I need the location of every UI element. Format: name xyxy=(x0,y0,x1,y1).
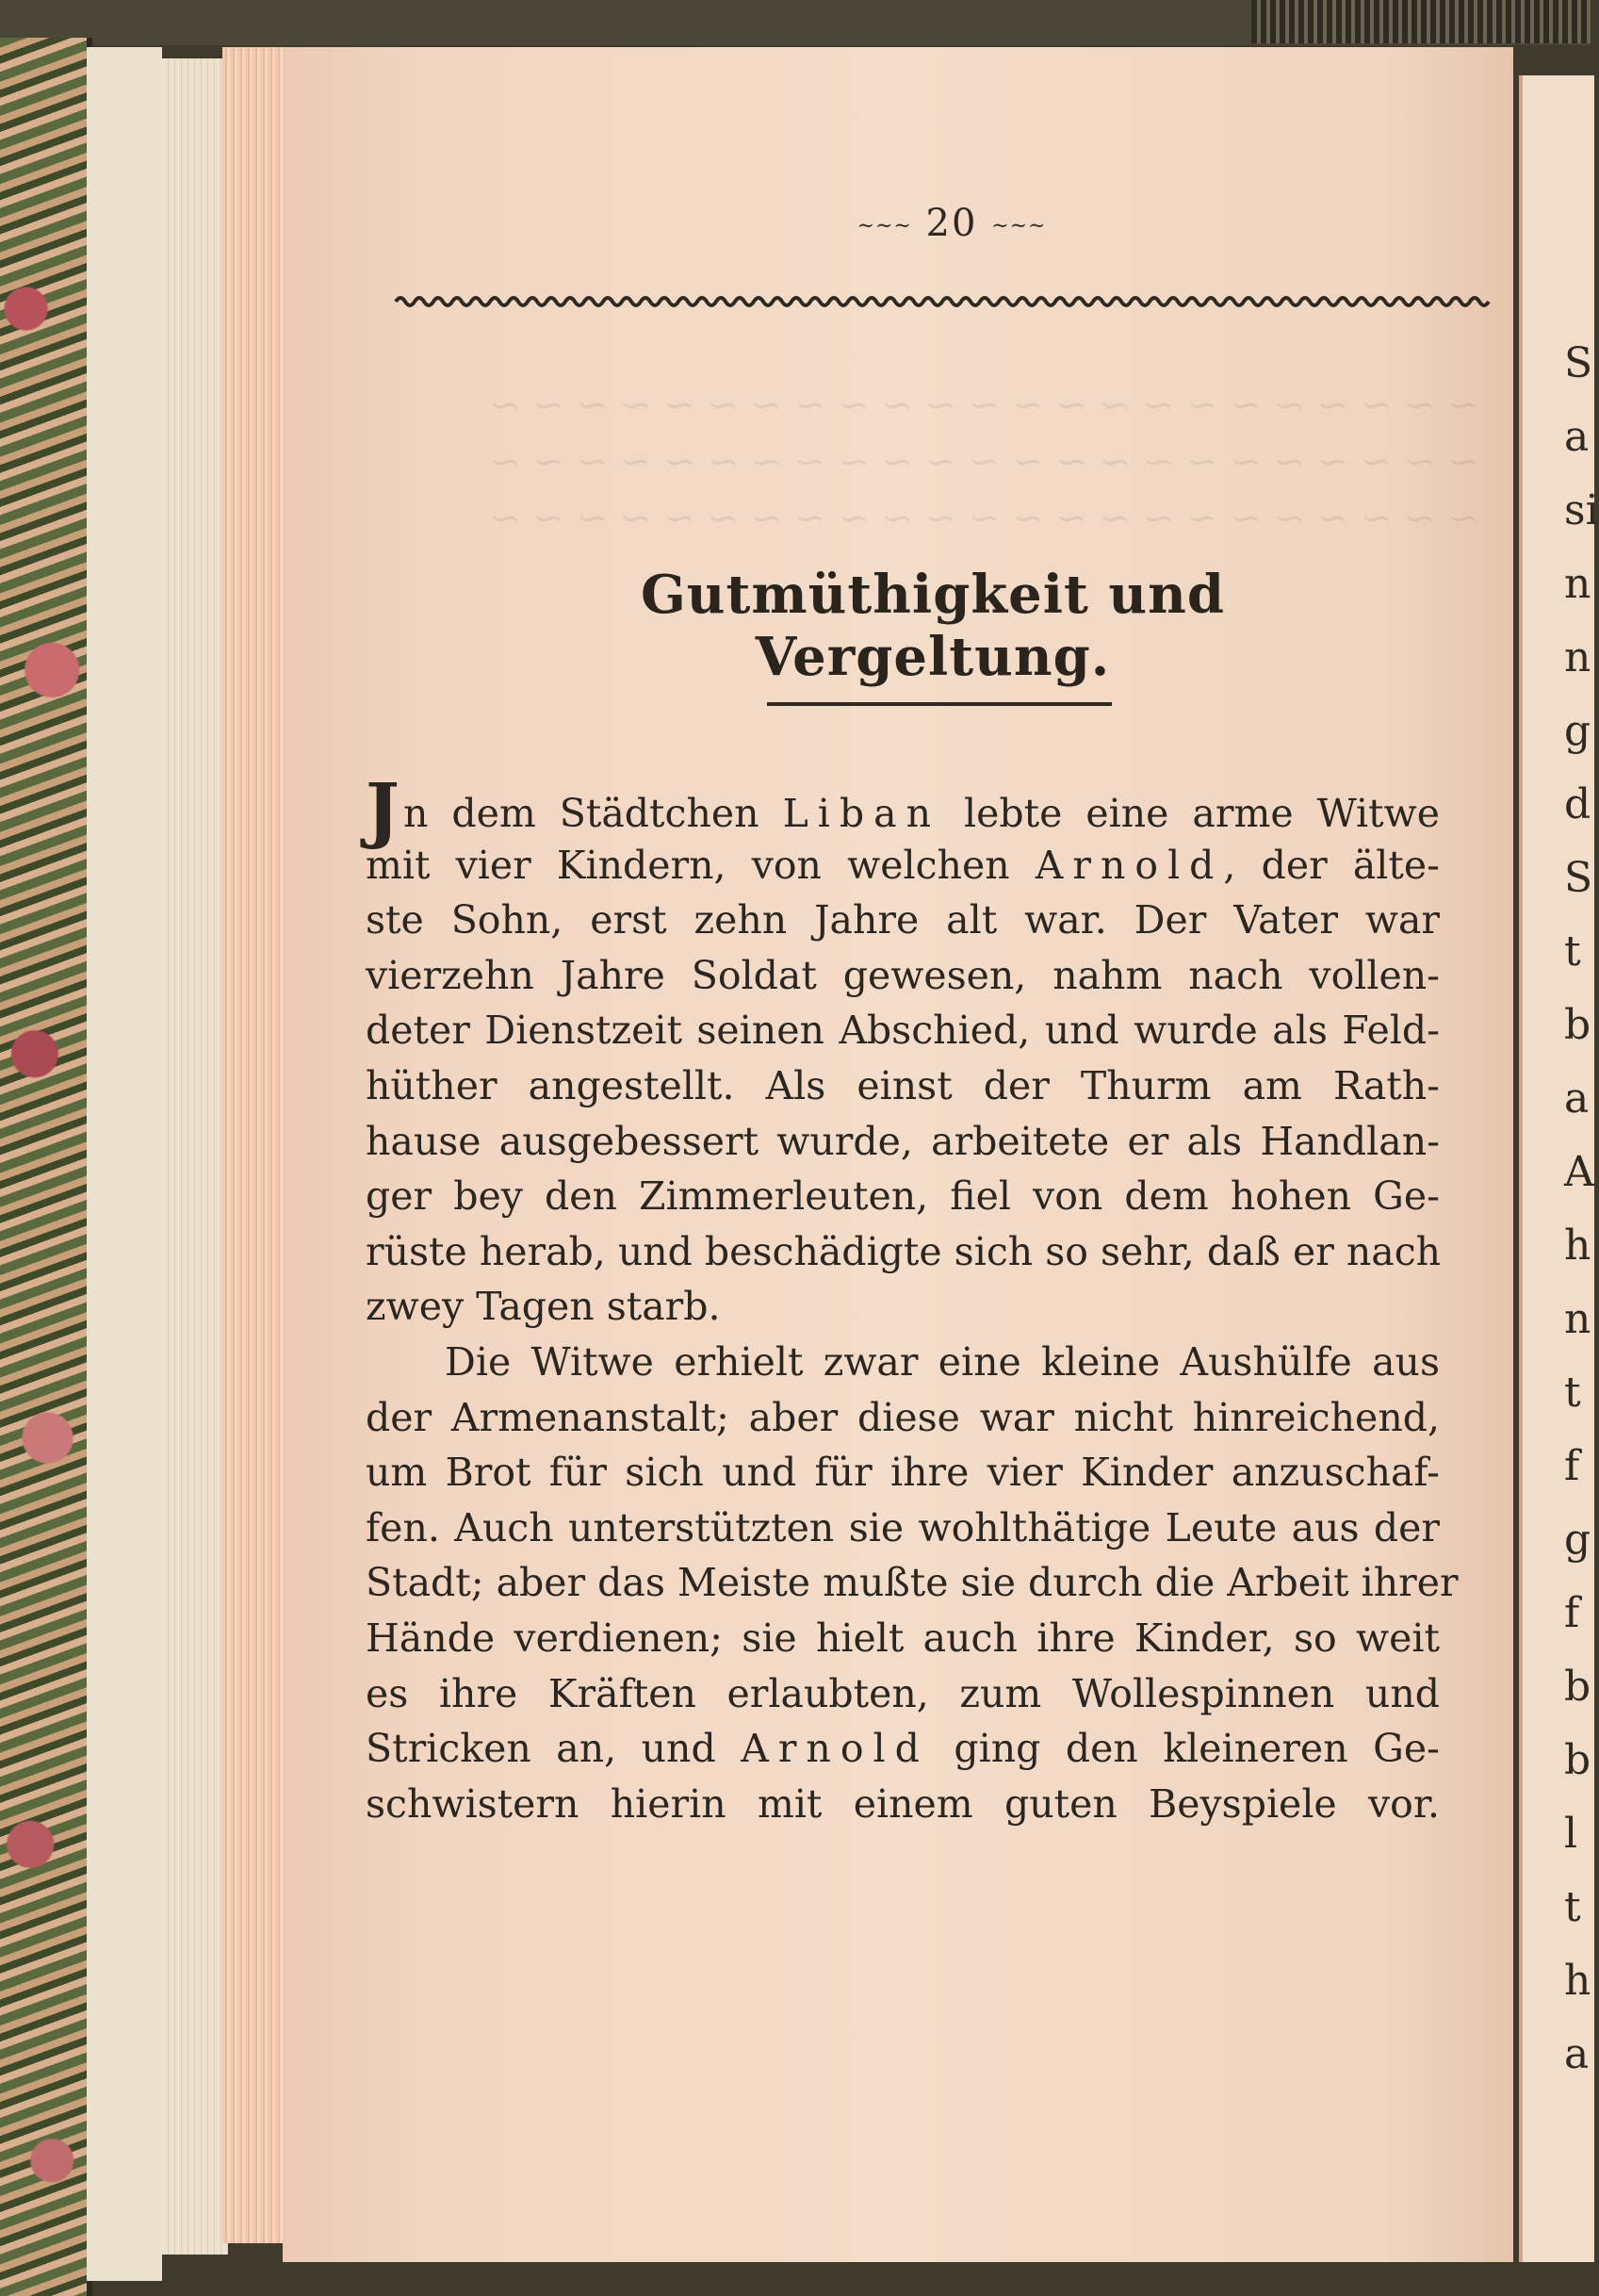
text-line: ger bey den Zimmerleuten, fiel von dem hohen Ge- xyxy=(366,1173,1440,1220)
page-edge-lines xyxy=(162,58,228,2255)
facing-page-fragment: b xyxy=(1564,1663,1591,1711)
body-text xyxy=(366,767,1459,1831)
name-arnold: Arnold xyxy=(741,1726,929,1772)
text-line xyxy=(366,1721,1440,1777)
text-line: rüste herab, und beschädigte sich so sehr, daß er nach xyxy=(366,1228,1442,1274)
text-run: ging den kleineren Ge- xyxy=(954,1726,1440,1772)
text-line: deter Dienstzeit seinen Abschied, und wurde als Feld- xyxy=(366,1008,1440,1054)
page-header xyxy=(810,202,1093,245)
title-underline xyxy=(767,702,1112,706)
facing-page-fragment: a xyxy=(1564,2030,1590,2078)
facing-page-fragment: si xyxy=(1564,486,1599,534)
text-run: lebte eine arme Witwe xyxy=(964,791,1440,836)
facing-page-fragment: t xyxy=(1564,1883,1581,1931)
facing-page-fragment: t xyxy=(1564,927,1581,976)
page-number: 20 xyxy=(925,202,978,245)
text-line: um Brot für sich und für ihre vier Kinder anzuschaf- xyxy=(366,1450,1440,1496)
facing-page-fragment: n xyxy=(1564,560,1591,608)
ornamental-rule xyxy=(396,292,1479,311)
binding-tape xyxy=(1251,0,1591,43)
facing-page-fragment: S xyxy=(1564,339,1593,387)
facing-page-fragment: d xyxy=(1564,780,1591,828)
facing-page-fragment: n xyxy=(1564,1295,1591,1343)
binding-strip xyxy=(0,0,1591,45)
facing-page-fragment: h xyxy=(1564,1957,1591,2005)
marbled-cover xyxy=(0,38,92,2296)
text-line: es ihre Kräften erlaubten, zum Wollespinnen und xyxy=(366,1670,1440,1716)
name-liban: Liban xyxy=(782,791,940,836)
chapter-title: Gutmüthigkeit und Vergeltung. xyxy=(640,564,1226,688)
facing-page-fragment: A xyxy=(1564,1148,1594,1196)
text-line: Die Witwe erhielt zwar eine kleine Aushülfe aus xyxy=(445,1338,1440,1385)
facing-page-fragment: a xyxy=(1564,1074,1590,1123)
header-ornament-left: ~~~ xyxy=(857,214,912,238)
text-line: vierzehn Jahre Soldat gewesen, nahm nach vollen- xyxy=(366,952,1440,998)
facing-page-fragment: t xyxy=(1564,1369,1581,1417)
show-through-text: ~ ~ ~ ~ ~ ~ ~ ~ ~ ~ ~ ~ ~ ~ ~ ~ ~ ~ ~ ~ ~ ~ ~ ~ ~ ~ ~ ~ ~ ~ ~ ~ ~ ~ ~ ~ ~ ~ ~ ~ ~ ~ ~ ~ ~ ~ ~ ~ ~ ~ ~ ~ ~ ~ ~ ~ ~ ~ ~ ~ ~ ~ ~ ~ ~ ~ ~ ~ ~ xyxy=(489,384,1479,540)
header-ornament-right: ~~~ xyxy=(991,214,1047,238)
facing-page-fragment: b xyxy=(1564,1736,1591,1784)
text-line: der Armenanstalt; aber diese war nicht hinreichend, xyxy=(366,1394,1440,1440)
page-edge-stack xyxy=(87,47,162,2281)
text-run: mit vier Kindern, von welchen xyxy=(366,842,1010,888)
text-run: , der älte- xyxy=(1223,842,1440,888)
text-run: n dem Städtchen xyxy=(402,791,759,836)
text-line: Stadt; aber das Meiste mußte sie durch die Arbeit ihrer xyxy=(366,1560,1459,1606)
facing-page-fragment: b xyxy=(1564,1001,1591,1049)
text-run: Stricken an, und xyxy=(366,1726,716,1772)
text-line: hause ausgebessert wurde, arbeitete er als Handlan- xyxy=(366,1118,1440,1164)
text-line: Hände verdienen; sie hielt auch ihre Kinder, so weit xyxy=(366,1615,1440,1661)
facing-page-fragment: a xyxy=(1564,413,1590,461)
facing-page-fragment: g xyxy=(1564,1516,1591,1564)
text-line: hüther angestellt. Als einst der Thurm am Rath- xyxy=(366,1062,1440,1108)
name-arnold: Arnold xyxy=(1035,842,1224,888)
facing-page-fragment: l xyxy=(1564,1810,1578,1858)
text-line: fen. Auch unterstützten sie wohlthätige Leute aus der xyxy=(366,1504,1440,1550)
facing-page-fragment: h xyxy=(1564,1222,1591,1270)
text-line: ste Sohn, erst zehn Jahre alt war. Der Vater war xyxy=(366,897,1440,943)
facing-page-fragment: f xyxy=(1564,1589,1580,1637)
facing-page-fragment: g xyxy=(1564,707,1591,755)
text-line: zwey Tagen starb. xyxy=(366,1284,721,1330)
text-line: schwistern hierin mit einem guten Beyspiele vor. xyxy=(366,1780,1440,1827)
text-line xyxy=(366,767,1440,851)
text-line xyxy=(366,838,1440,894)
facing-page-fragment: S xyxy=(1564,854,1593,902)
facing-page-edge xyxy=(1519,75,1599,2262)
facing-page-fragment: n xyxy=(1564,633,1591,681)
facing-page-fragment: f xyxy=(1564,1442,1580,1490)
drop-cap: J xyxy=(366,767,400,851)
